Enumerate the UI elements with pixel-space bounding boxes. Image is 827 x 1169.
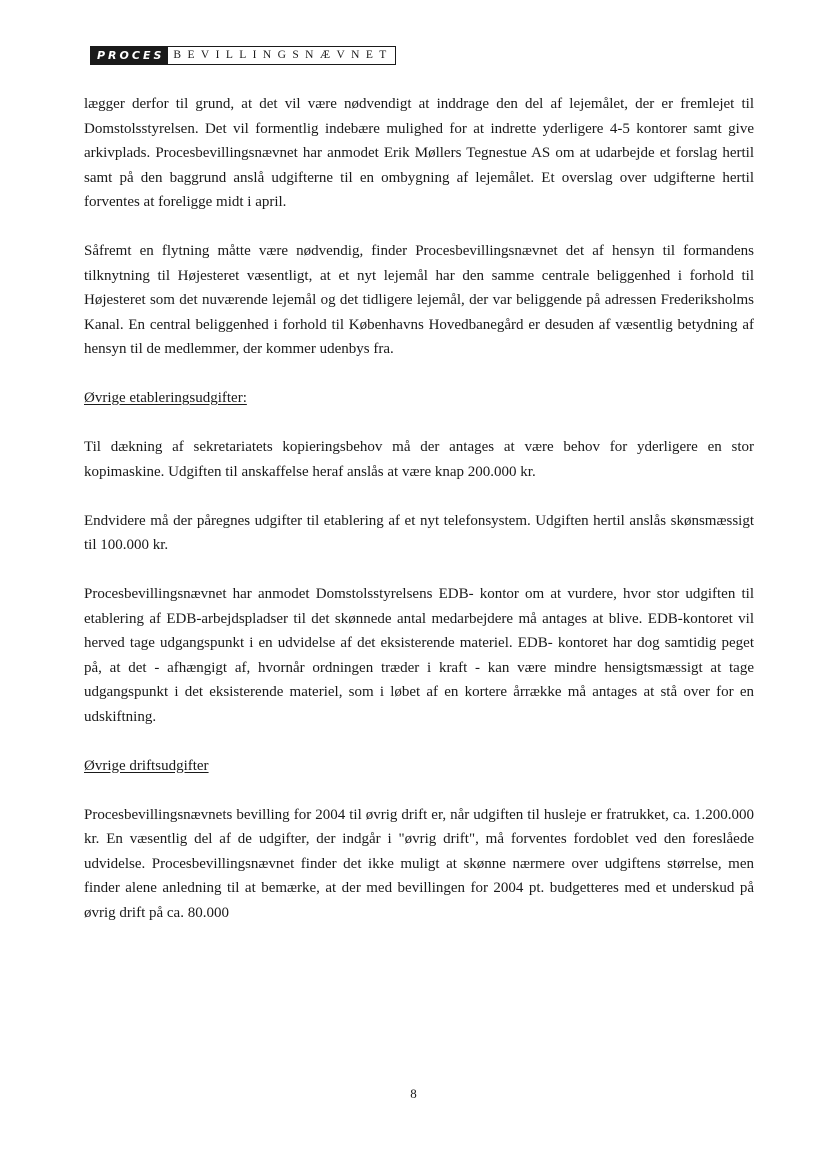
section-heading-etablering: Øvrige etableringsudgifter:: [84, 390, 247, 406]
body-paragraph: Til dækning af sekretariatets kopieringsbehov må der antages at være behov for yderligere en stor kopimaskine. Udgiften til anskaffelse heraf anslås at være knap 200.000 kr.: [84, 439, 754, 480]
letterhead: [90, 46, 396, 65]
document-body: [84, 92, 754, 950]
body-paragraph: Procesbevillingsnævnet har anmodet Domstolsstyrelsens EDB- kontor om at vurdere, hvor stor udgiften til etablering af EDB-arbejdspladser til det skønnede antal medarbejdere må antages at blive. EDB-kontoret vil herved tage udgangspunkt i en udvidelse af det eksisterende materiel. EDB- kontoret har dog samtidig peget på, at det - afhængigt af, hvornår ordningen træder i kraft - kan være mindre hensigtsmæssigt at tage udgangspunkt i det eksisterende materiel, som i løbet af en kortere årrække må antages at stå over for en udskiftning.: [84, 586, 754, 725]
body-paragraph: Såfremt en flytning måtte være nødvendig, finder Procesbevillingsnævnet det af hensyn til formandens tilknytning til Højesteret væsentligt, at et nyt lejemål har den samme centrale beliggenhed i forhold til Højesteret som det nuværende lejemål og det tidligere lejemål, der var beliggende på adressen Frederiksholms Kanal. En central beliggenhed i forhold til Københavns Hovedbanegård er desuden af væsentlig betydning af hensyn til de medlemmer, der kommer udenbys fra.: [84, 243, 754, 357]
body-paragraph: Procesbevillingsnævnets bevilling for 2004 til øvrig drift er, når udgiften til husleje er fratrukket, ca. 1.200.000 kr. En væsentlig del af de udgifter, der indgår i "øvrig drift", må forventes fordoblet ved den foreslåede udvidelse. Procesbevillingsnævnet finder det ikke muligt at skønne nærmere over udgiftens størrelse, men finder alene anledning til at bemærke, at der med bevillingen for 2004 pt. budgetteres med et underskud på øvrig drift på ca. 80.000: [84, 806, 754, 921]
body-paragraph: lægger derfor til grund, at det vil være nødvendigt at inddrage den del af lejemålet, der er fremlejet til Domstolsstyrelsen. Det vil formentlig indebære mulighed for at indrette yderligere 4-5 kontorer samt give arkivplads. Procesbevillingsnævnet har anmodet Erik Møllers Tegnestue AS om at udarbejde et forslag hertil samt på den baggrund anslå udgifterne til en ombygning af lejemålet. Et overslag over udgifterne hertil forventes at foreligge midt i april.: [84, 96, 754, 210]
section-heading-drift: Øvrige driftsudgifter: [84, 757, 209, 774]
letterhead-title: BEVILLINGSNÆVNET: [173, 48, 393, 61]
page-number: 8: [410, 1086, 417, 1101]
proces-logo: PROCES: [91, 47, 168, 64]
body-paragraph: Endvidere må der påregnes udgifter til etablering af et nyt telefonsystem. Udgiften hertil anslås skønsmæssigt til 100.000 kr.: [84, 512, 754, 553]
